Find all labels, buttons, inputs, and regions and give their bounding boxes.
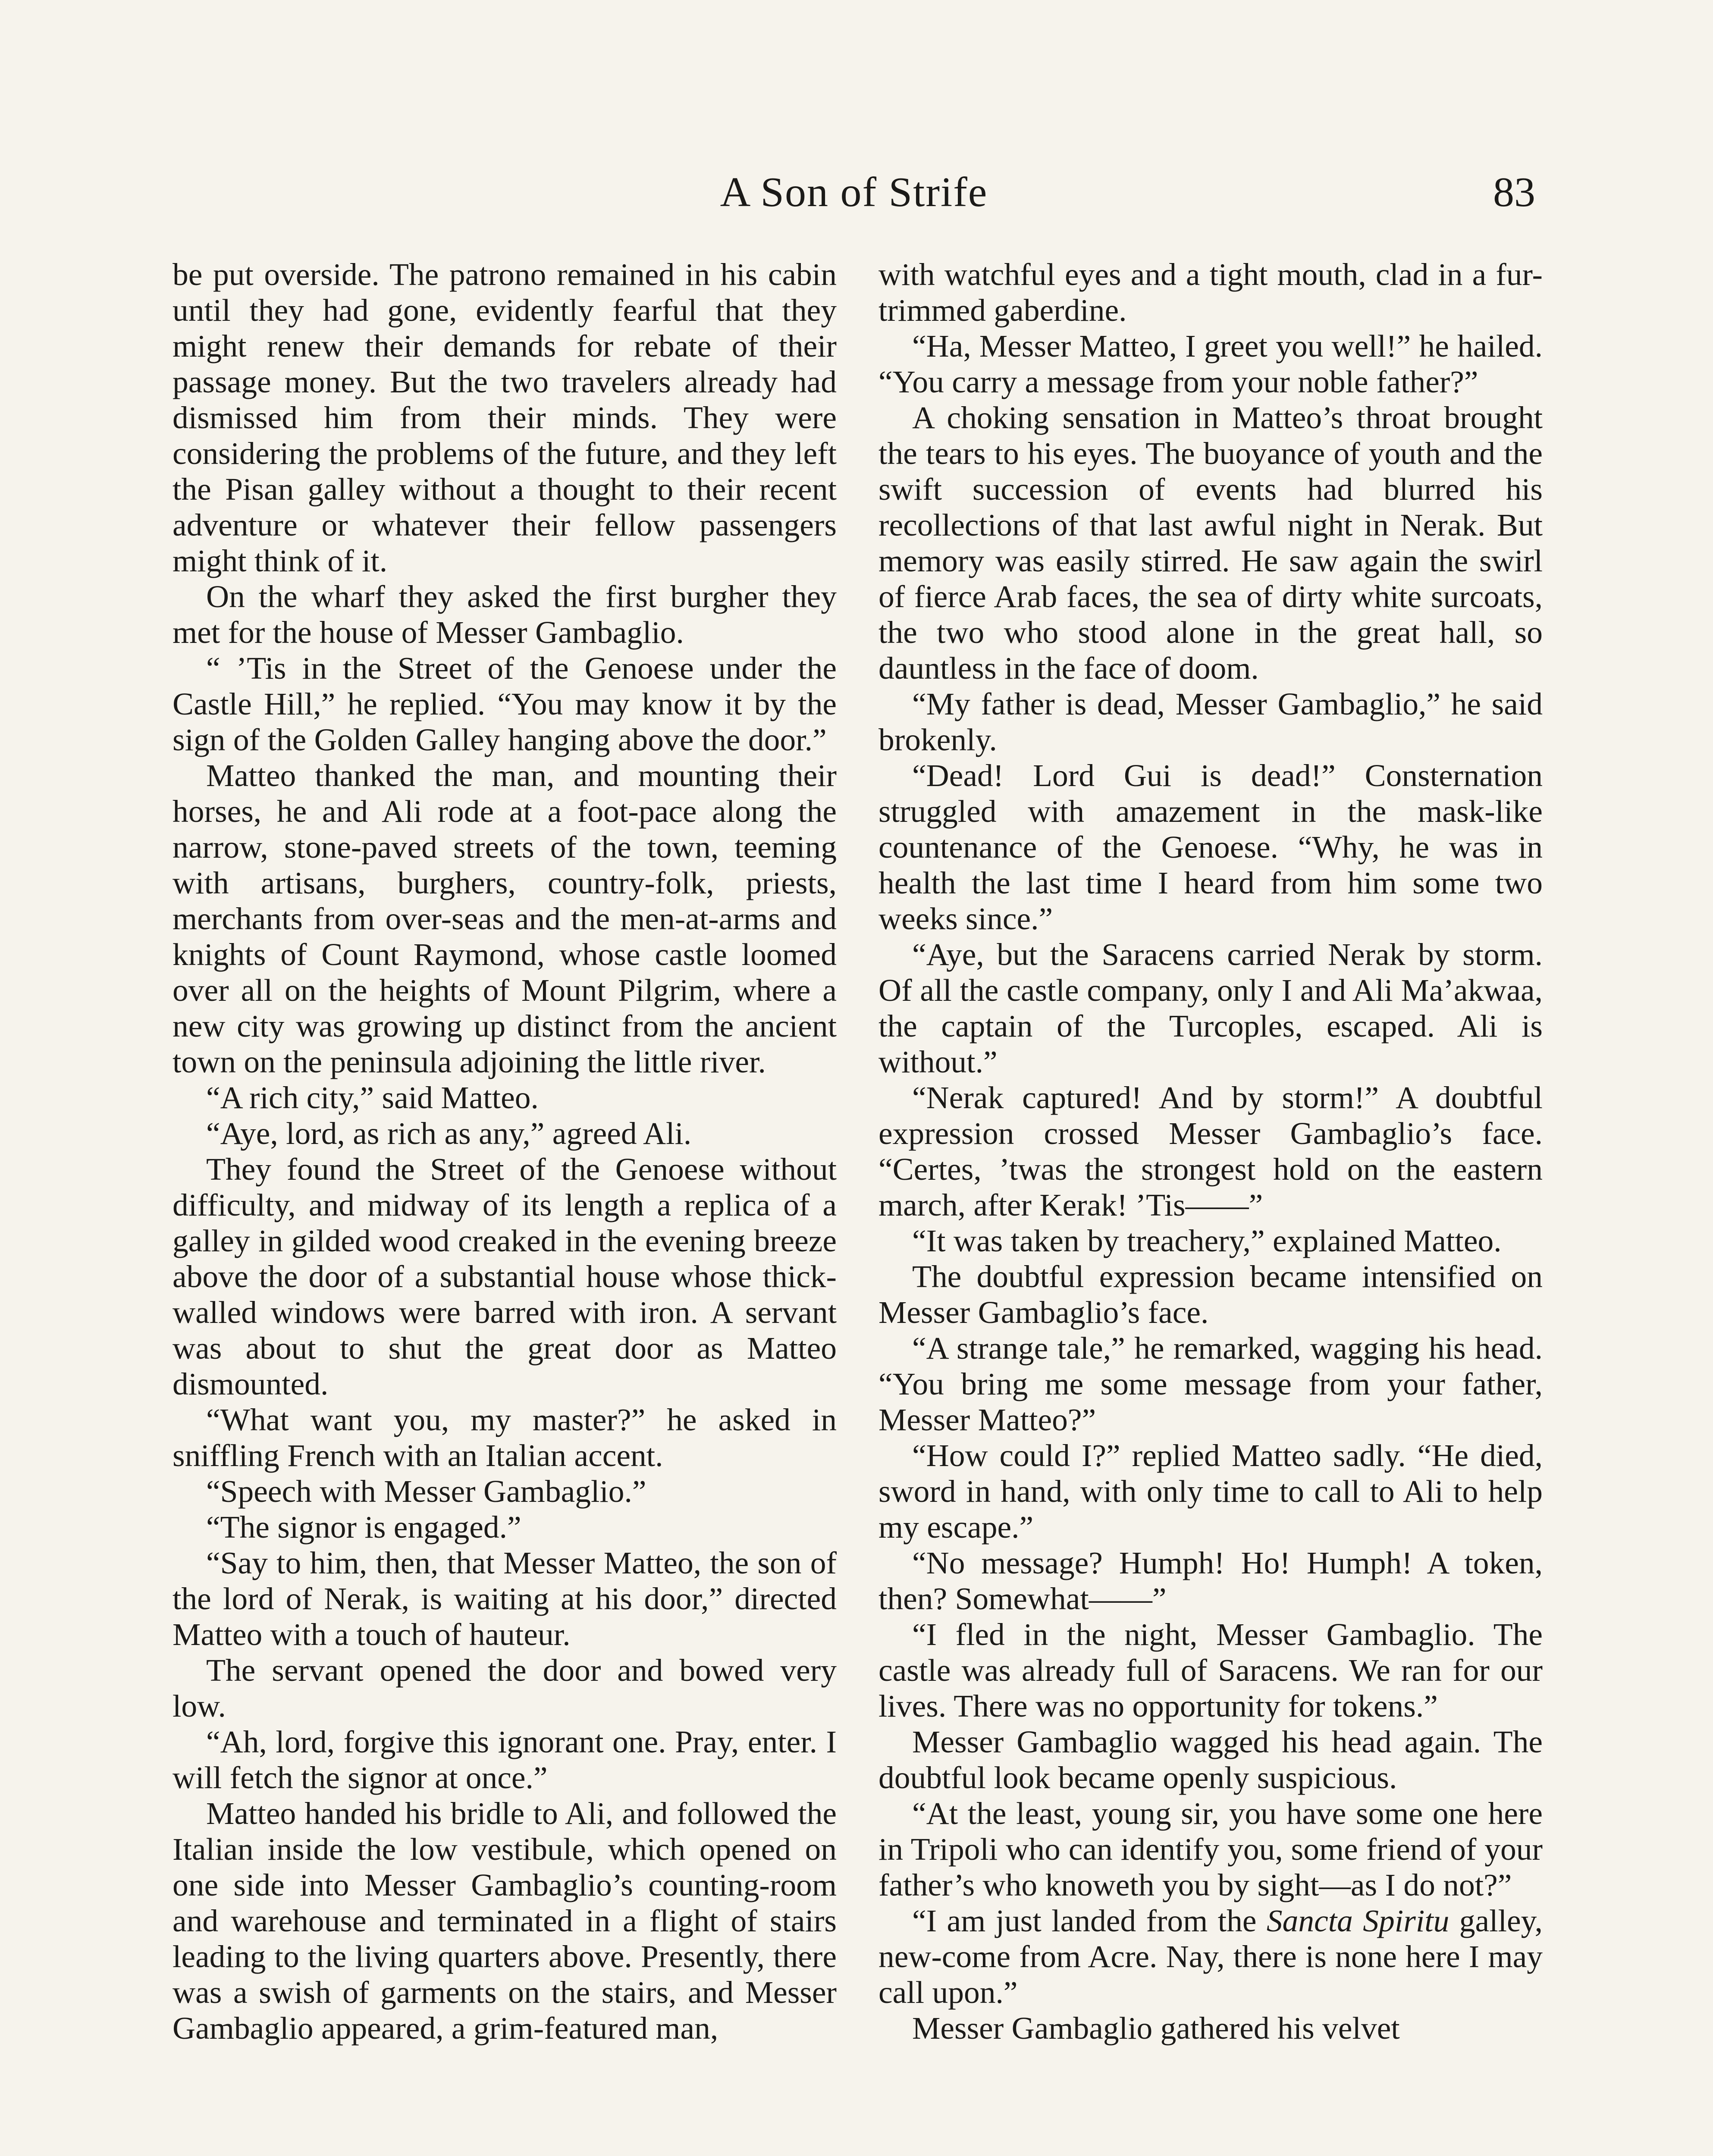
paragraph: “No message? Humph! Ho! Humph! A token, then? Somewhat——” (878, 1545, 1543, 1616)
paragraph: “Aye, but the Saracens carried Nerak by storm. Of all the castle company, only I and Ali Ma’akwaa, the captain of the Turcoples, escaped. Ali is without.” (878, 937, 1543, 1079)
paragraph: “It was taken by treachery,” explained Matteo. (912, 1223, 1502, 1258)
paragraph: A choking sensation in Matteo’s throat brought the tears to his eyes. The buoyance of youth and the swift succession of events had blurred his recollections of that last awful night in Nerak. But memory was easily stirred. He saw again the swirl of fierce Arab faces, the sea of dirty white surcoats, the two who stood alone in the great hall, so dauntless in the face of doom. (878, 400, 1543, 686)
paragraph: “I fled in the night, Messer Gambaglio. The castle was already full of Saracens. We ran for our lives. There was no opportunity for tokens.” (878, 1617, 1543, 1724)
paragraph: The servant opened the door and bowed very low. (173, 1653, 837, 1724)
text-run: “I am just landed from the (912, 1903, 1267, 1938)
paragraph: Matteo handed his bridle to Ali, and followed the Italian inside the low vestibule, which opened on one side into Messer Gambaglio’s counting-room and warehouse and terminated in a flight of stairs leading to the living quarters above. Presently, there was a swish of garments on the stairs, and Messer Gambaglio appeared, a grim-featured man, (173, 1796, 837, 2046)
page-number: 83 (1493, 169, 1535, 216)
paragraph: “My father is dead, Messer Gambaglio,” he said brokenly. (878, 686, 1543, 757)
paragraph: “How could I?” replied Matteo sadly. “He died, sword in hand, with only time to call to Ali to help my escape.” (878, 1438, 1543, 1545)
paragraph: “Ha, Messer Matteo, I greet you well!” he hailed. “You carry a message from your noble father?” (878, 329, 1543, 399)
paragraph: “Say to him, then, that Messer Matteo, the son of the lord of Nerak, is waiting at his door,” directed Matteo with a touch of hauteur. (173, 1545, 837, 1652)
paragraph: “Dead! Lord Gui is dead!” Consternation struggled with amazement in the mask-like countenance of the Genoese. “Why, he was in health the last time I heard from him some two weeks since.” (878, 758, 1543, 936)
paragraph: “What want you, my master?” he asked in sniffling French with an Italian accent. (173, 1402, 837, 1473)
paragraph: “ ’Tis in the Street of the Genoese under the Castle Hill,” he replied. “You may know it by the sign of the Golden Galley hanging above the door.” (173, 651, 837, 757)
running-title: A Son of Strife (720, 169, 988, 216)
paragraph: Messer Gambaglio gathered his velvet (912, 2011, 1400, 2046)
paragraph: “A strange tale,” he remarked, wagging his head. “You bring me some message from your father, Messer Matteo?” (878, 1331, 1543, 1437)
paragraph: “Ah, lord, forgive this ignorant one. Pray, enter. I will fetch the signor at once.” (173, 1724, 837, 1795)
paragraph: “The signor is engaged.” (206, 1510, 521, 1545)
left-column (173, 257, 837, 2046)
paragraph: “At the least, young sir, you have some one here in Tripoli who can identify you, some friend of your father’s who knoweth you by sight—as I do not?” (878, 1796, 1543, 1902)
text-run: galley, new-come from Acre. Nay, there is none here I may call upon.” (878, 1903, 1543, 2010)
paragraph: Matteo thanked the man, and mounting their horses, he and Ali rode at a foot-pace along the narrow, stone-paved streets of the town, teeming with artisans, burghers, country-folk, priests, merchants from over-seas and the men-at-arms and knights of Count Raymond, whose castle loomed over all on the heights of Mount Pilgrim, where a new city was growing up distinct from the ancient town on the peninsula adjoining the little river. (173, 758, 837, 1079)
paragraph: with watchful eyes and a tight mouth, clad in a fur-trimmed gaberdine. (878, 257, 1543, 328)
paragraph: They found the Street of the Genoese without difficulty, and midway of its length a replica of a galley in gilded wood creaked in the evening breeze above the door of a substantial house whose thick-walled windows were barred with iron. A servant was about to shut the great door as Matteo dismounted. (173, 1152, 837, 1401)
paragraph: “Aye, lord, as rich as any,” agreed Ali. (206, 1116, 692, 1151)
paragraph: “Nerak captured! And by storm!” A doubtful expression crossed Messer Gambaglio’s face. “Certes, ’twas the strongest hold on the eastern march, after Kerak! ’Tis——” (878, 1080, 1543, 1222)
paragraph (878, 1903, 1543, 2010)
paragraph: Messer Gambaglio wagged his head again. The doubtful look became openly suspicious. (878, 1724, 1543, 1795)
paragraph: be put overside. The patrono remained in his cabin until they had gone, evidently fearful that they might renew their demands for rebate of their passage money. But the two travelers already had dismissed him from their minds. They were considering the problems of the future, and they left the Pisan galley without a thought to their recent adventure or whatever their fellow passengers might think of it. (173, 257, 837, 578)
paragraph: “Speech with Messer Gambaglio.” (206, 1474, 646, 1509)
right-column (878, 257, 1543, 2046)
page-header (173, 166, 1535, 231)
ship-name: Sancta Spiritu (1266, 1903, 1449, 1938)
paragraph: On the wharf they asked the first burgher they met for the house of Messer Gambaglio. (173, 579, 837, 650)
paragraph: The doubtful expression became intensified on Messer Gambaglio’s face. (878, 1259, 1543, 1330)
paragraph: “A rich city,” said Matteo. (206, 1080, 539, 1115)
